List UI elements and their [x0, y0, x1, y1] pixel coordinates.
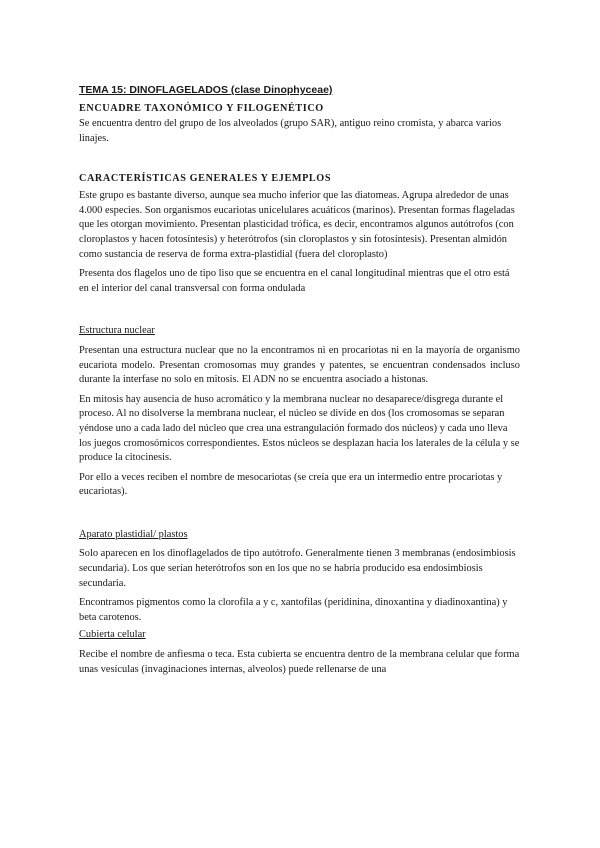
general-heading: CARACTERÍSTICAS GENERALES Y EJEMPLOS — [79, 173, 332, 185]
plastid-paragraph-1: Solo aparecen en los dinoflagelados de tipo autótrofo. Generalmente tienen 3 membranas (endosimbiosis secundaria). Los que serían heterótrofos son en los que no se habría producido esa endosimbiosis secundaria. — [79, 548, 516, 589]
taxonomy-heading: ENCUADRE TAXONÓMICO Y FILOGENÉTICO — [79, 103, 324, 114]
nuclear-paragraph-3: Por ello a veces reciben el nombre de mesocariotas (se creía que era un intermedio entre procariotas y eucariotas). — [79, 471, 503, 498]
nuclear-paragraph-1: Presentan una estructura nuclear que no la encontramos ni en procariotas ni en la mayoría de organismo eucariota modelo. Presentan cromosomas muy grandes y patentes, se encuentran condensados incluso durante la interfase no solo en mitosis. El ADN no se encuentra asociado a histonas. — [79, 344, 520, 386]
general-paragraph-2: Presenta dos flagelos uno de tipo liso que se encuentra en el canal longitudinal mientras que el otro está en el interior del canal transversal con forma ondulada — [79, 268, 510, 294]
cell-cover-paragraph: Recibe el nombre de anfiesma o teca. Esta cubierta se encuentra dentro de la membrana celular que forma unas vesículas (invaginaciones internas, alveolos) puede rellenarse de una — [79, 649, 520, 675]
page-content — [79, 84, 520, 677]
plastid-heading: Aparato plastidial/ plastos — [79, 528, 188, 540]
general-paragraph-1: Este grupo es bastante diverso, aunque sea mucho inferior que las diatomeas. Agrupa alrededor de unas 4.000 especies. Son organismos eucariotas unicelulares acuáticos (marinos). Presentan formas flageladas que les otorgan movimiento. Presentan plasticidad trófica, es decir, encontramos algunos autótrofos (con cloroplastos y hacen fotosíntesis) y heterótrofos (sin cloroplastos y sin fotosíntesis). Presentan almidón como sustancia de reserva de forma extra-plastidial (fuera del cloroplasto) — [79, 190, 515, 260]
plastid-paragraph-2: Encontramos pigmentos como la clorofila a y c, xantofilas (peridinina, dinoxantina y diadinoxantina) y beta carotenos. — [79, 597, 508, 623]
document-title: TEMA 15: DINOFLAGELADOS (clase Dinophyceae) — [79, 84, 333, 96]
nuclear-structure-heading: Estructura nuclear — [79, 325, 155, 337]
cell-cover-heading: Cubierta celular — [79, 629, 146, 641]
taxonomy-paragraph: Se encuentra dentro del grupo de los alveolados (grupo SAR), antiguo reino cromista, y abarca varios linajes. — [79, 118, 502, 144]
nuclear-paragraph-2: En mitosis hay ausencia de huso acromático y la membrana nuclear no desaparece/disgrega durante el proceso. Al no disolverse la membrana nuclear, el núcleo se divide en dos (los cromosomas se separan yéndose uno a cada lado del núcleo que crea una estrangulación formado dos núcleos) y cada uno lleva los juegos cromosómicos correspondientes. Estos núcleos se desplazan hacia los laterales de la célula y se produce la citocinesis. — [79, 393, 520, 464]
